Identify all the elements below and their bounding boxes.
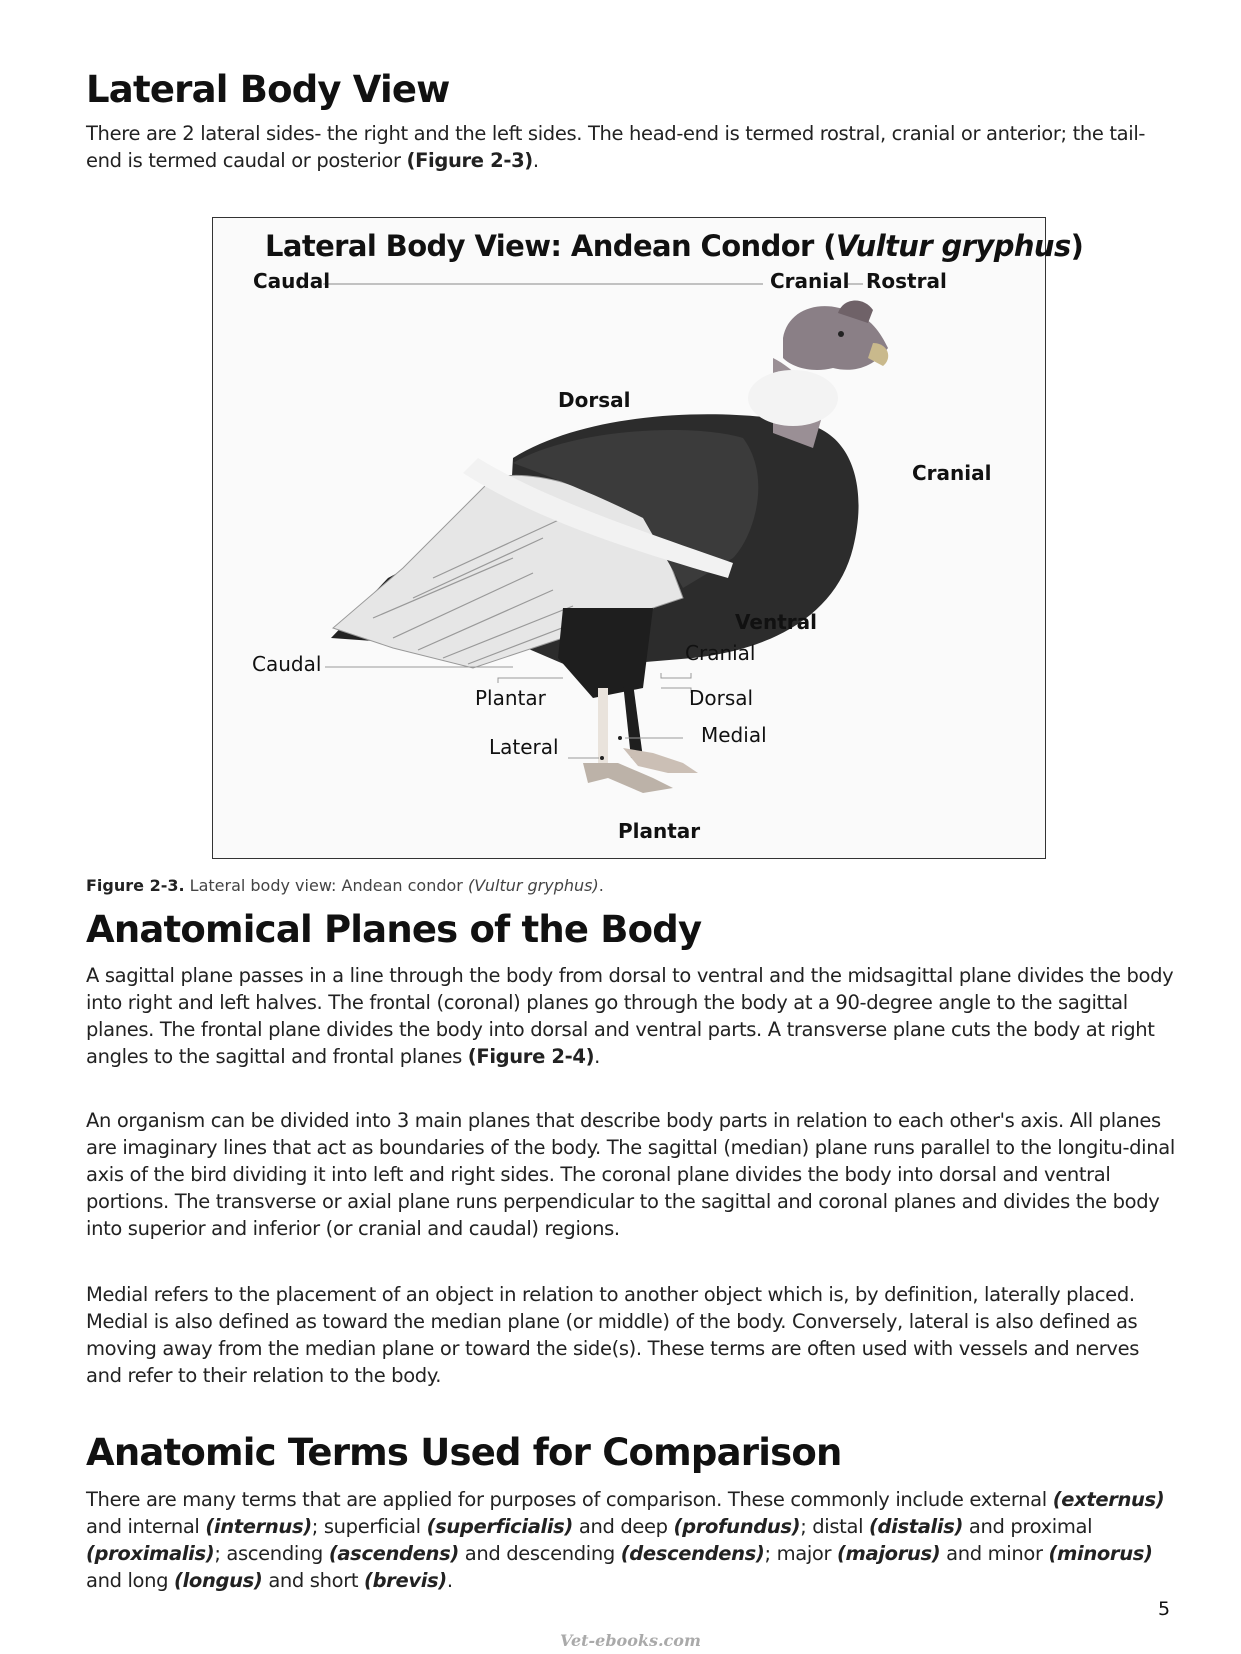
condor-bird	[331, 301, 888, 793]
paragraph-text: There are 2 lateral sides- the right and the left sides. The head-end is termed rostral, cranial or anterior; the tail-end is termed caudal or posterior	[86, 122, 1146, 172]
condor-illustration	[213, 218, 1084, 858]
figure-title: Lateral Body View: Andean Condor (Vultur gryphus)	[265, 229, 1084, 263]
watermark-logo: Vet-ebooks.com	[560, 1631, 701, 1650]
lateral-body-view-paragraph	[86, 120, 1176, 174]
paragraph-text: and short	[262, 1569, 365, 1592]
latin-term: (ascendens)	[328, 1542, 459, 1565]
leg-left	[598, 688, 608, 763]
label-rostral: Rostral	[866, 269, 947, 293]
label-cranial-leg: Cranial	[685, 641, 756, 665]
label-cranial-right: Cranial	[912, 461, 992, 485]
caption-end: .	[598, 876, 604, 895]
label-dorsal-top: Dorsal	[558, 388, 631, 412]
paragraph-text: and minor	[940, 1542, 1049, 1565]
neck-ruff	[748, 370, 838, 426]
paragraph-text: and long	[86, 1569, 175, 1592]
condor-figure	[212, 217, 1084, 859]
anatomic-terms-paragraph	[86, 1486, 1176, 1594]
caption-text: Lateral body view: Andean condor	[184, 876, 468, 895]
label-plantar-left: Plantar	[475, 686, 546, 710]
planes-paragraph-1	[86, 962, 1176, 1070]
paragraph-text: A sagittal plane passes in a line through the body from dorsal to ventral and the midsagittal plane divides the body into right and left halves. The frontal (coronal) planes go through the body at a 90-degree angle to the sagittal planes. The frontal plane divides the body into dorsal and ventral parts. A transverse plane cuts the body at right angles to the sagittal and frontal planes	[86, 964, 1174, 1068]
planes-paragraph-3: Medial refers to the placement of an object in relation to another object which is, by definition, laterally placed. Medial is also defined as toward the median plane (or middle) of the body. Conversely, lateral is also defined as moving away from the median plane or toward the side(s). These terms are often used with vessels and nerves and refer to their relation to the body.	[86, 1283, 1140, 1387]
label-caudal-top: Caudal	[253, 269, 331, 293]
paragraph-text: and descending	[458, 1542, 621, 1565]
leg-right	[623, 683, 643, 758]
dorsal-leg-bracket	[661, 688, 691, 693]
label-ventral: Ventral	[735, 610, 817, 634]
figure-caption	[86, 876, 604, 895]
paragraph-text: There are many terms that are applied for purposes of comparison. These commonly include external	[86, 1488, 1053, 1511]
eye	[838, 331, 844, 337]
medial-dot	[618, 736, 622, 740]
planes-paragraph-2: An organism can be divided into 3 main planes that describe body parts in relation to each other's axis. All planes are imaginary lines that act as boundaries of the body. The sagittal (median) plane runs parallel to the longitu-dinal axis of the bird dividing it into left and right sides. The coronal plane divides the body into dorsal and ventral portions. The transverse or axial plane runs perpendicular to the sagittal and coronal planes and divides the body into superior and inferior (or cranial and caudal) regions.	[86, 1109, 1175, 1240]
head	[783, 306, 888, 370]
paragraph-text: and proximal	[963, 1515, 1093, 1538]
paragraph-text: ; distal	[800, 1515, 869, 1538]
label-plantar-bottom: Plantar	[618, 819, 701, 843]
latin-term: (internus)	[205, 1515, 312, 1538]
paragraph-text: ; major	[764, 1542, 837, 1565]
plantar-leader-line	[498, 678, 563, 683]
latin-term: (externus)	[1052, 1488, 1165, 1511]
latin-term: (brevis)	[364, 1569, 447, 1592]
paragraph-text: ; ascending	[214, 1542, 329, 1565]
label-medial: Medial	[701, 723, 767, 747]
paragraph-text: and internal	[86, 1515, 206, 1538]
foot-right	[623, 748, 698, 773]
latin-term: (majorus)	[836, 1542, 941, 1565]
figure-reference: (Figure 2-4)	[467, 1045, 595, 1068]
caption-italic: (Vultur gryphus)	[467, 876, 599, 895]
paragraph-text: ; superficial	[311, 1515, 427, 1538]
section-heading-anatomic-terms: Anatomic Terms Used for Comparison	[86, 1431, 842, 1474]
latin-term: (distalis)	[869, 1515, 964, 1538]
paragraph-text: .	[446, 1569, 453, 1592]
lateral-dot	[600, 756, 604, 760]
section-heading-anatomical-planes: Anatomical Planes of the Body	[86, 908, 702, 951]
latin-term: (longus)	[174, 1569, 263, 1592]
label-cranial-top: Cranial	[770, 269, 850, 293]
cranial-leg-bracket	[661, 673, 691, 678]
latin-term: (profundus)	[673, 1515, 801, 1538]
paragraph-end: .	[594, 1045, 600, 1068]
label-dorsal-leg: Dorsal	[689, 686, 754, 710]
label-caudal-left: Caudal	[252, 652, 322, 676]
figure-reference: (Figure 2-3)	[406, 149, 533, 172]
label-lateral: Lateral	[489, 735, 559, 759]
paragraph-end: .	[532, 149, 539, 172]
belly	[558, 608, 653, 698]
latin-term: (superficialis)	[426, 1515, 573, 1538]
caption-figure-ref: Figure 2-3.	[86, 876, 185, 895]
paragraph-text: and deep	[573, 1515, 674, 1538]
page-number: 5	[1158, 1598, 1171, 1620]
latin-term: (proximalis)	[86, 1542, 215, 1565]
latin-term: (descendens)	[620, 1542, 765, 1565]
latin-term: (minorus)	[1048, 1542, 1153, 1565]
section-heading-lateral-body-view: Lateral Body View	[86, 68, 450, 111]
